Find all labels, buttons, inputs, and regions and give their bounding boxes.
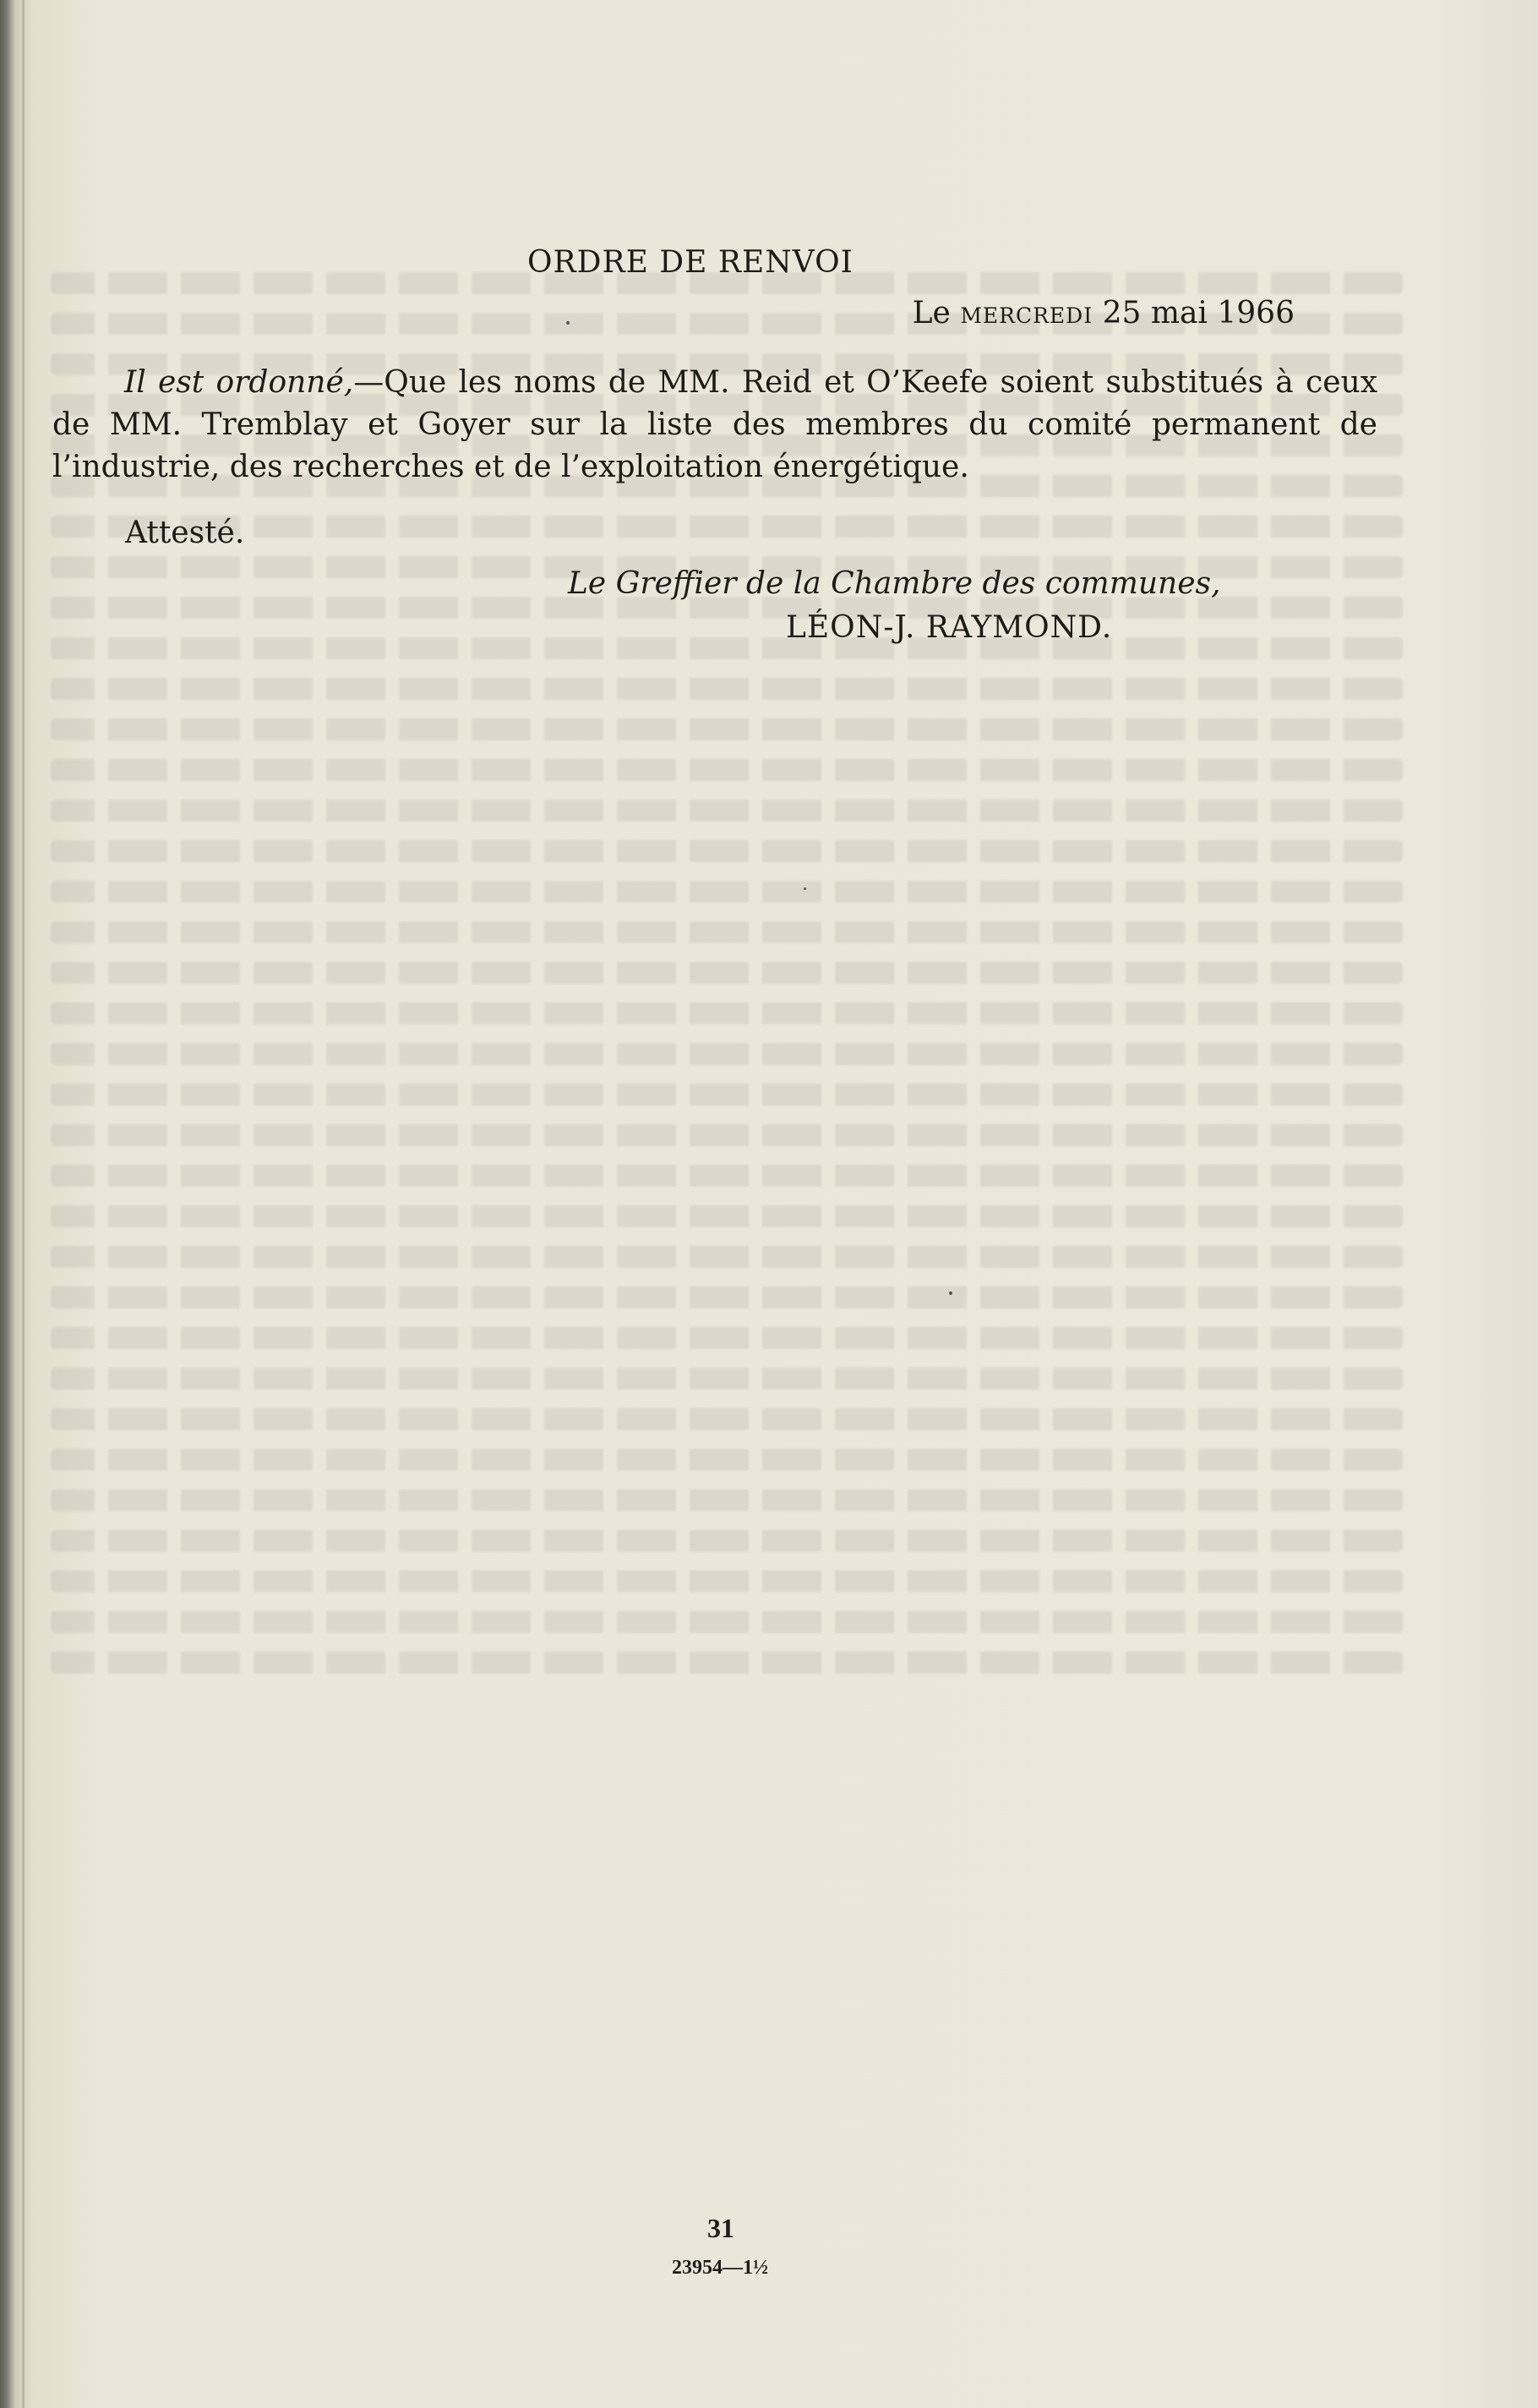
attest-line: Attesté. [125, 516, 245, 550]
signature-name: LÉON-J. RAYMOND. [786, 610, 1113, 645]
signature-role: Le Greffier de la Chambre des communes, [568, 566, 1221, 601]
paper-speck [566, 321, 570, 325]
date-weekday: mercredi [960, 296, 1094, 330]
signature-block [568, 562, 1328, 650]
bleed-through-text [51, 254, 1403, 2198]
print-code: 23954—1½ [672, 2257, 768, 2279]
date-prefix: Le [912, 296, 951, 330]
page-title: ORDRE DE RENVOI [527, 245, 854, 280]
order-lead: Il est ordonné, [124, 365, 354, 400]
binding-edge [22, 0, 25, 2408]
order-paragraph [52, 362, 1377, 489]
date-rest: 25 mai 1966 [1102, 296, 1295, 330]
paper-speck [804, 887, 806, 890]
date-line [913, 296, 1295, 330]
page-number: 31 [707, 2213, 734, 2243]
paper-speck [949, 1291, 952, 1295]
order-text: —Que les noms de MM. Reid et O’Keefe soient substitués à ceux de MM. Tremblay et Goyer sur la liste des membres du comité permanent de l’industrie, des recherches et de l’exploitation énergétique. [52, 365, 1377, 484]
